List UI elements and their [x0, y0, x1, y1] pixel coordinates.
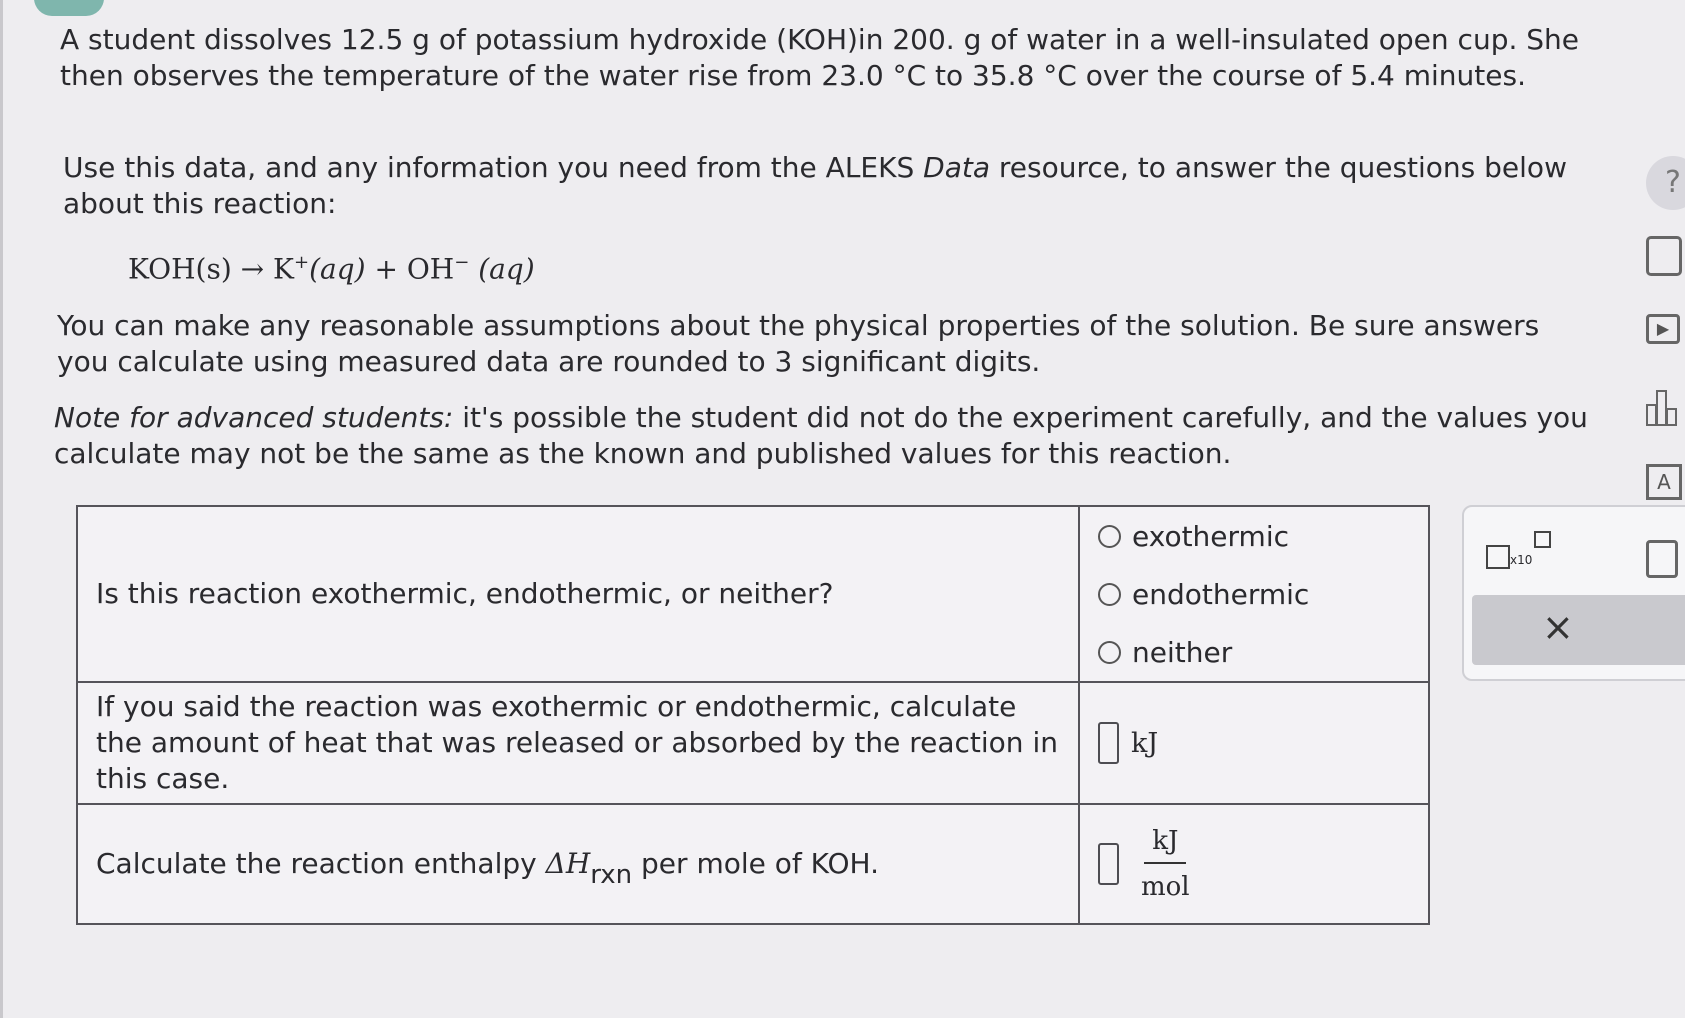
- enthalpy-unit-denominator: mol: [1141, 872, 1190, 902]
- equation-k: K: [273, 252, 294, 286]
- heat-answer-input[interactable]: [1098, 722, 1119, 764]
- page-edge: [0, 0, 3, 1018]
- question-3-text-b: per mole of KOH.: [632, 846, 879, 880]
- clear-button[interactable]: [1472, 595, 1685, 665]
- advanced-note-text: it's possible the student did not do the experiment carefully, and the values you calculate may not be the same as the known and published values for this reaction.: [54, 401, 1588, 470]
- option-neither-label[interactable]: neither: [1132, 635, 1233, 669]
- paragraph-2-text-b: resource, to answer the questions below about this reaction:: [63, 151, 1567, 220]
- option-endothermic-label[interactable]: endothermic: [1132, 577, 1310, 611]
- x10-label: x10: [1510, 553, 1533, 567]
- option-exothermic[interactable]: [1098, 507, 1410, 565]
- reaction-equation: [128, 252, 535, 285]
- table-row: [77, 682, 1429, 804]
- delta-h-subscript: rxn: [590, 859, 633, 890]
- answer-1-options: [1079, 506, 1429, 682]
- equation-reactant: KOH(s): [128, 252, 232, 286]
- help-icon[interactable]: ?: [1646, 156, 1685, 210]
- document-icon[interactable]: [1646, 540, 1678, 578]
- question-3-text-a: Calculate the reaction enthalpy: [96, 846, 546, 880]
- question-3: [77, 804, 1079, 924]
- enthalpy-unit: [1141, 826, 1190, 902]
- close-icon: ×: [1542, 605, 1574, 649]
- text-icon[interactable]: A: [1646, 464, 1682, 500]
- enthalpy-unit-numerator: kJ: [1144, 826, 1186, 864]
- radio-neither[interactable]: [1098, 641, 1121, 664]
- mantissa-box-icon: [1486, 545, 1510, 569]
- option-neither[interactable]: [1098, 623, 1410, 681]
- top-tab[interactable]: [34, 0, 104, 16]
- equation-arrow: →: [240, 252, 265, 286]
- paragraph-2-text-a: Use this data, and any information you need from the ALEKS: [63, 151, 924, 184]
- equation-oh-state: (aq): [478, 252, 535, 286]
- equation-k-state: (aq): [309, 252, 366, 286]
- question-2: If you said the reaction was exothermic or endothermic, calculate the amount of heat that was released or absorbed by the reaction in this case.: [77, 682, 1079, 804]
- equation-k-charge: +: [293, 252, 310, 273]
- question-1: Is this reaction exothermic, endothermic, or neither?: [77, 506, 1079, 682]
- equation-oh: OH: [406, 252, 455, 286]
- calculator-icon[interactable]: [1646, 236, 1682, 276]
- exponent-box-icon: [1534, 531, 1551, 548]
- answer-tools-panel: [1462, 505, 1685, 681]
- table-row: [77, 506, 1429, 682]
- table-row: [77, 804, 1429, 924]
- problem-paragraph-3: You can make any reasonable assumptions about the physical properties of the solution. Be sure answers you calculate using measured data are rounded to 3 significant digits.: [57, 309, 1540, 378]
- problem-paragraph-1: A student dissolves 12.5 g of potassium hydroxide (KOH)in 200. g of water in a well-insulated open cup. She then observes the temperature of the water rise from 23.0 °C to 35.8 °C over the course of 5.4 minutes.: [60, 23, 1580, 92]
- option-exothermic-label[interactable]: exothermic: [1132, 519, 1289, 553]
- video-icon[interactable]: ▶: [1646, 314, 1680, 344]
- data-resource-link[interactable]: Data: [923, 151, 990, 184]
- enthalpy-answer-input[interactable]: [1098, 843, 1119, 885]
- heat-unit: kJ: [1131, 727, 1159, 759]
- periodic-table-icon[interactable]: [1646, 390, 1676, 426]
- radio-endothermic[interactable]: [1098, 583, 1121, 606]
- answer-2: [1079, 682, 1429, 804]
- delta-h-symbol: ΔH: [545, 846, 591, 880]
- equation-plus: +: [374, 252, 398, 286]
- advanced-note: [54, 400, 1594, 472]
- option-endothermic[interactable]: [1098, 565, 1410, 623]
- answer-3: [1079, 804, 1429, 924]
- radio-exothermic[interactable]: [1098, 525, 1121, 548]
- problem-paragraph-2: [63, 150, 1603, 222]
- question-table: [76, 505, 1430, 925]
- advanced-note-label: Note for advanced students:: [54, 401, 454, 434]
- equation-oh-charge: −: [454, 252, 470, 273]
- scientific-notation-button[interactable]: [1486, 531, 1566, 573]
